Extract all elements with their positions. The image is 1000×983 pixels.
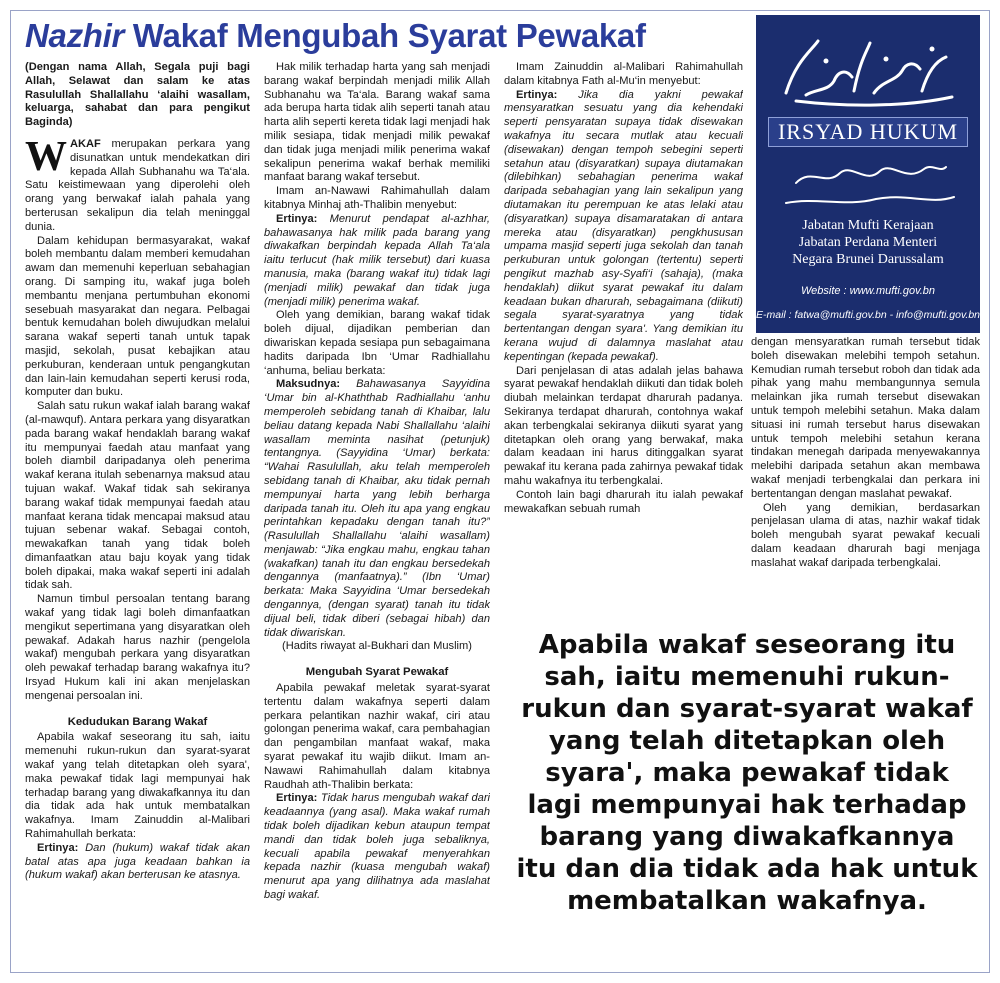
quote-paragraph xyxy=(504,89,743,365)
quote-text: Menurut pendapat al-azhhar, bahawasanya hak milik pada barang yang diwakafkan berpindah kepada Allah Ta‘ala iaitu terlucut (hak milik tersebut) dari kuasa manusia, maka (barang wakaf itu) tidak lagi (menjadi milik) pewakaf dan tidak juga (menjadi milik) penerima wakaf. xyxy=(264,212,490,308)
paragraph: Oleh yang demikian, berdasarkan penjelasan ulama di atas, nazhir wakaf tidak boleh mengubah syarat pewakaf kecuali dalam keadaan dharurah bagi menjaga maslahat wakaf daripada terbengkalai. xyxy=(751,501,980,569)
quote-label: Ertinya: xyxy=(516,88,558,101)
arabic-jawi-text xyxy=(756,153,980,215)
quote-paragraph xyxy=(25,842,250,883)
article-title xyxy=(25,13,755,59)
paragraph: Dari penjelasan di atas adalah jelas bahawa syarat pewakaf hendaklah diikuti dan tidak boleh diubah melainkan terdapat dharurah padanya. Sekiranya terdapat dharurah, contohnya wakaf akan terbengkalai sekiranya diikuti syarat yang ditetapkan oleh orang yang berwakaf, maka dalam keadaan ini harus ditinggalkan syarat pewakaf itu kerana pada zahirnya pewakaf tidak mahu wakafnya itu terbengkalai. xyxy=(504,364,743,487)
paragraph: Contoh lain bagi dharurah itu ialah pewakaf mewakafkan sebuah rumah xyxy=(504,488,743,515)
title-rest: Wakaf Mengubah Syarat Pewakaf xyxy=(124,17,646,54)
paragraph: Apabila wakaf seseorang itu sah, iaitu memenuhi rukun-rukun dan syarat-syarat wakaf yang telah ditetapkan oleh syara', maka pewakaf tidak lagi mempunyai hak terhadap barang yang diwakafkannya itu dan dia tidak ada hak untuk membatalkan wakafnya. Imam Zainuddin al-Malibari Rahimahullah berkata: xyxy=(25,731,250,841)
paragraph: Imam an-Nawawi Rahimahullah dalam kitabnya Minhaj ath-Thalibin menyebut: xyxy=(264,185,490,211)
dept-line: Jabatan Perdana Menteri xyxy=(798,235,938,250)
lead-text: merupakan perkara yang disunatkan untuk mendekatkan diri kepada Allah Subhanahu wa Ta‘ala. Satu keistimewaan yang diperolehi oleh orang yang berwakaf ialah pahala yang berterusan sekalipun dia telah meninggal dunia. xyxy=(25,137,250,233)
drop-cap: W xyxy=(25,133,67,180)
dept-line: Negara Brunei Darussalam xyxy=(792,252,944,267)
quote-paragraph xyxy=(264,378,490,640)
column-2 xyxy=(264,61,490,956)
lead-paragraph xyxy=(25,133,250,235)
quote-text: Dan (hukum) wakaf tidak akan batal atas apa juga keadaan bahkan ia (hukum wakaf) akan berterusan ke atasnya. xyxy=(25,841,250,882)
irsyad-hukum-banner xyxy=(756,15,980,333)
paragraph: Dalam kehidupan bermasyarakat, wakaf boleh membantu dalam memberi kemudahan awam dan memenuhi keperluan sebahagian orang. Di samping itu, wakaf juga boleh membantu menjana pertumbuhan ekonomi sesebuah masyarakat dan negara. Pelbagai bentuk kemudahan boleh diwujudkan melalui sarana wakaf seperti tanah untuk tapak masjid, sekolah, pusat kebajikan atau perkuburan, kenderaan untuk pengangkutan dan lain-lain kemudahan seperti kerusi roda, komputer dan buku. xyxy=(25,234,250,399)
column-1 xyxy=(25,61,250,956)
arabic-calligraphy-logo xyxy=(756,31,980,111)
banner-title: IRSYAD HUKUM xyxy=(768,117,968,147)
email-text: E-mail : fatwa@mufti.gov.bn - info@mufti.gov.bn xyxy=(756,309,980,321)
quote-text: Jika dia yakni pewakaf mensyaratkan sesuatu yang dia kehendaki seperti pensyaratan supaya tidak disewakan wakafnya itu secara mutlak atau kecuali (disewakan) dengan tempoh sebegini seperti setahun atau (disyaratkan) supaya diutamakan (dilebihkan) sebahagian penerima wakaf daripada sebahagian yang lain sekalipun yang diutamakan itu perempuan ke atas lelaki atau (disyaratkan) supaya disamaratakan di antara mereka atau (disyaratkan) pengkhususan umpama masjid seperti juga sekolah dan tanah perkuburan untuk golongan (tertentu) seperti pengikut mazhab asy-Syafi‘i (sahaja), (maka hendaklah) diikut syarat pewakaf itu dalam keadaan bukan dharurah, sebagaimana (diikuti) segala syarat-syaratnya yang tidak bertentangan dengan syara'. Yang demikian itu kerana wujud di dalamnya maslahat atau kepentingan (kepada pewakaf). xyxy=(504,88,743,363)
quote-label: Ertinya: xyxy=(276,792,318,805)
newspaper-page xyxy=(10,10,990,973)
paragraph: Oleh yang demikian, barang wakaf tidak boleh dijual, dijadikan pemberian dan diwariskan kepada sesiapa pun sebagaimana hadits daripada Ibn ‘Umar Radhiallahu ‘anhuma, beliau berkata: xyxy=(264,309,490,377)
paragraph: Apabila pewakaf meletak syarat-syarat tertentu dalam wakafnya seperti dalam perkara pelantikan nazhir wakaf, ciri atau golongan penerima wakaf, cara pembahagian dan pengambilan manfaat wakaf, maka syarat pewakaf itu wajib diikut. Imam an-Nawawi Rahimahullah dalam kitabnya Raudhah ath-Thalibin berkata: xyxy=(264,682,490,791)
quote-text: Bahawasanya Sayyidina ‘Umar bin al-Khaththab Radhiallahu ‘anhu memperoleh sebidang tanah di Khaibar, lalu beliau datang kepada Nabi Shallallahu ‘alaihi wasallam meminta nasihat (petunjuk) tentangnya. (Sayyidina ‘Umar) berkata: “Wahai Rasulullah, aku telah memperoleh sebidang tanah di Khaibar, aku tidak pernah mempunyai harta yang lebih berharga daripada tanah itu. Oleh itu apa yang engkau perintahkan kepadaku dengan tanah itu?” (Rasulullah Shallallahu ‘alaihi wasallam) menjawab: “Jika engkau mahu, engkau tahan (wakafkan) tanah itu dan engkau bersedekah dengannya (manfaatnya).” (Ibn ‘Umar) berkata: Maka Sayyidina ‘Umar bersedekah dengannya, (dengan syarat) tanah itu tidak dijual beli, tidak diberi (sebagai hibah) dan tidak diwariskan. xyxy=(264,378,490,639)
column-4 xyxy=(751,336,980,621)
column-3 xyxy=(504,61,743,621)
paragraph: Imam Zainuddin al-Malibari Rahimahullah dalam kitabnya Fath al-Mu‘in menyebut: xyxy=(504,61,743,87)
quote-paragraph xyxy=(264,213,490,310)
quote-text: Tidak harus mengubah wakaf dari keadaannya (yang asal). Maka wakaf rumah tidak boleh dijadikan kebun ataupun tempat mandi dan tidak boleh juga sebaliknya, kecuali apabila pewakaf menyerahkan kepada nazhir (kuasa mengubah wakaf) menurut apa yang dilihatnya ada maslahat bagi wakaf. xyxy=(264,792,490,902)
paragraph: Hak milik terhadap harta yang sah menjadi barang wakaf berpindah menjadi milik Allah Subhanahu wa Ta‘ala. Barang wakaf sama ada berupa harta tidak alih seperti tanah atau harta alih seperti kereta tidak lagi menjadi hak milik sesiapa, tidak menjadi milik pewakaf dan tidak juga menjadi milik penerima wakaf sekalipun penerima wakaf berhak memiliki manfaat barang wakaf tersebut. xyxy=(264,61,490,184)
paragraph: Salah satu rukun wakaf ialah barang wakaf (al-mawquf). Antara perkara yang disyaratkan pada barang wakaf hendaklah barang wakaf itu mempunyai faedah atau manfaat yang boleh diambil daripadanya oleh penerima wakaf kerana itulah sebenarnya maksud atau tujuan wakaf. Wakaf tidak sah sekiranya barang wakaf tidak mempunyai faedah atau manfaat kerana tidak mencapai maksud atau tujuan sebenar wakaf. Sebagai contoh, mewakafkan tanah yang tidak boleh dimanfaatkan atau baju koyak yang tidak boleh dipakai, maka wakaf seperti ini adalah tidak sah. xyxy=(25,400,250,592)
title-italic: Nazhir xyxy=(25,17,125,54)
section-heading: Mengubah Syarat Pewakaf xyxy=(305,666,449,679)
quote-label: Maksudnya: xyxy=(276,378,341,391)
pull-quote: Apabila wakaf seseorang itu sah, iaitu memenuhi rukun-rukun dan syarat-syarat wakaf yang telah ditetapkan oleh syara', maka pewakaf tidak lagi mempunyai hak terhadap barang yang diwakafkannya itu dan dia tidak ada hak untuk membatalkan wakafnya. xyxy=(516,630,978,916)
hadith-source: (Hadits riwayat al-Bukhari dan Muslim) xyxy=(282,640,472,653)
quote-label: Ertinya: xyxy=(37,841,79,854)
lead-word: AKAF xyxy=(70,137,101,150)
website-text: Website : www.mufti.gov.bn xyxy=(800,285,936,297)
paragraph: Namun timbul persoalan tentang barang wakaf yang tidak lagi boleh dimanfaatkan mengikut sepertimana yang disyaratkan oleh pewakaf. Adakah harus nazhir (pengelola wakaf) mengubah perkara yang disyaratkan oleh pewakaf terhadap barang wakafnya itu? Irsyad Hukum kali ini akan menjelaskan mengenai persoalan ini. xyxy=(25,593,250,702)
quote-label: Ertinya: xyxy=(276,212,318,225)
quote-paragraph xyxy=(264,792,490,902)
dept-line: Jabatan Mufti Kerajaan xyxy=(802,218,934,233)
section-heading: Kedudukan Barang Wakaf xyxy=(67,715,208,728)
intro-paragraph: (Dengan nama Allah, Segala puji bagi Allah, Selawat dan salam ke atas Rasulullah Shallallahu ‘alaihi wasallam, keluarga, sahabat dan para pengikut Baginda) xyxy=(25,61,250,129)
department-block xyxy=(756,217,980,268)
paragraph: dengan mensyaratkan rumah tersebut tidak boleh disewakan melebihi tempoh setahun. Kemudian rumah tersebut roboh dan tidak ada pihak yang mahu membangunnya semula melainkan jika rumah tersebut disewakan untuk tempoh melebihi setahun. Maka dalam situasi ini rumah tersebut harus disewakan untuk tempoh melebihi setahun kerana tindakan menegah daripada menyewakannya melebihi daripada setahun akan membawa wakaf menjadi terbengkalai dan perkara ini bertentangan dengan maslahat pewakaf. xyxy=(751,336,980,500)
